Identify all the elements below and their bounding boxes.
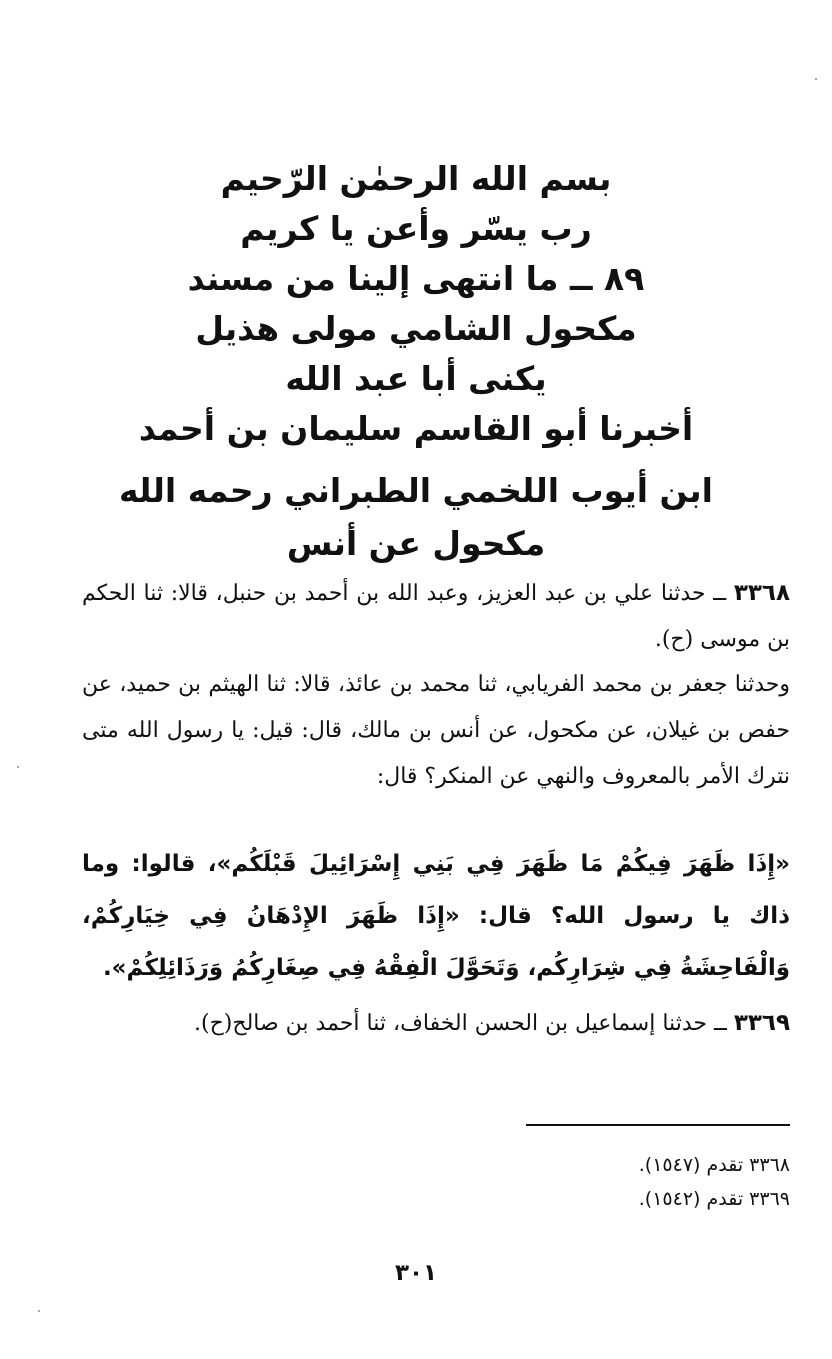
footnote-3368: ٣٣٦٨ تقدم (١٥٤٧). (638, 1154, 790, 1176)
hadith-text: ــ حدثنا إسماعيل بن الحسن الخفاف، ثنا أحمد بن صالح(ح). (194, 1011, 727, 1036)
footnote-divider (526, 1124, 790, 1126)
section-heading: مكحول عن أنس (286, 524, 546, 563)
hadith-3368-isnad-2: وحدثنا جعفر بن محمد الفريابي، ثنا محمد بن عائذ، قالا: ثنا الهيثم بن حميد، عن حفص بن غيلان، عن مكحول، عن أنس بن مالك، قال: قيل: يا رسول الله متى نترك الأمر بالمعروف والنهي عن المنكر؟ قال: (82, 672, 790, 789)
narrator-heading: أخبرنا أبو القاسم سليمان بن أحمد (138, 409, 694, 448)
hadith-3368-isnad-1 (82, 570, 790, 663)
chapter-title: ٨٩ ــ ما انتهى إلينا من مسند (187, 259, 645, 298)
basmala-heading: بسم الله الرحمٰن الرّحيم (220, 159, 612, 198)
narrator-heading-continued: ابن أيوب اللخمي الطبراني رحمه الله (119, 471, 713, 510)
hadith-3368-matn: «إِذَا ظَهَرَ فِيكُمْ مَا ظَهَرَ فِي بَنِي إِسْرَائِيلَ قَبْلَكُم»، قالوا: وما ذاك يا رسول الله؟ قال: «إِذَا ظَهَرَ الإِدْهَانُ فِي خِيَارِكُمْ، وَالْفَاحِشَةُ فِي شِرَارِكُم، وَتَحَوَّلَ الْفِقْهُ فِي صِغَارِكُمُ وَرَذَائِلِكُمْ». (82, 851, 790, 981)
page-number: ٣٠١ (394, 1260, 438, 1286)
hadith-number: ٣٣٦٨ (733, 580, 790, 606)
chapter-subtitle: مكحول الشامي مولى هذيل (195, 309, 637, 348)
invocation-heading: رب يسّر وأعن يا كريم (240, 209, 592, 248)
hadith-number: ٣٣٦٩ (733, 1010, 790, 1036)
hadith-text: ــ حدثنا علي بن عبد العزيز، وعبد الله بن أحمد بن حنبل، قالا: ثنا الحكم بن موسى (ح). (82, 581, 790, 652)
kunya-heading: يكنى أبا عبد الله (285, 359, 547, 398)
hadith-3369 (82, 1000, 790, 1047)
footnote-3369: ٣٣٦٩ تقدم (١٥٤٢). (638, 1188, 790, 1210)
scan-speck (38, 1310, 40, 1312)
scan-speck (815, 78, 817, 80)
scan-speck (17, 766, 19, 768)
